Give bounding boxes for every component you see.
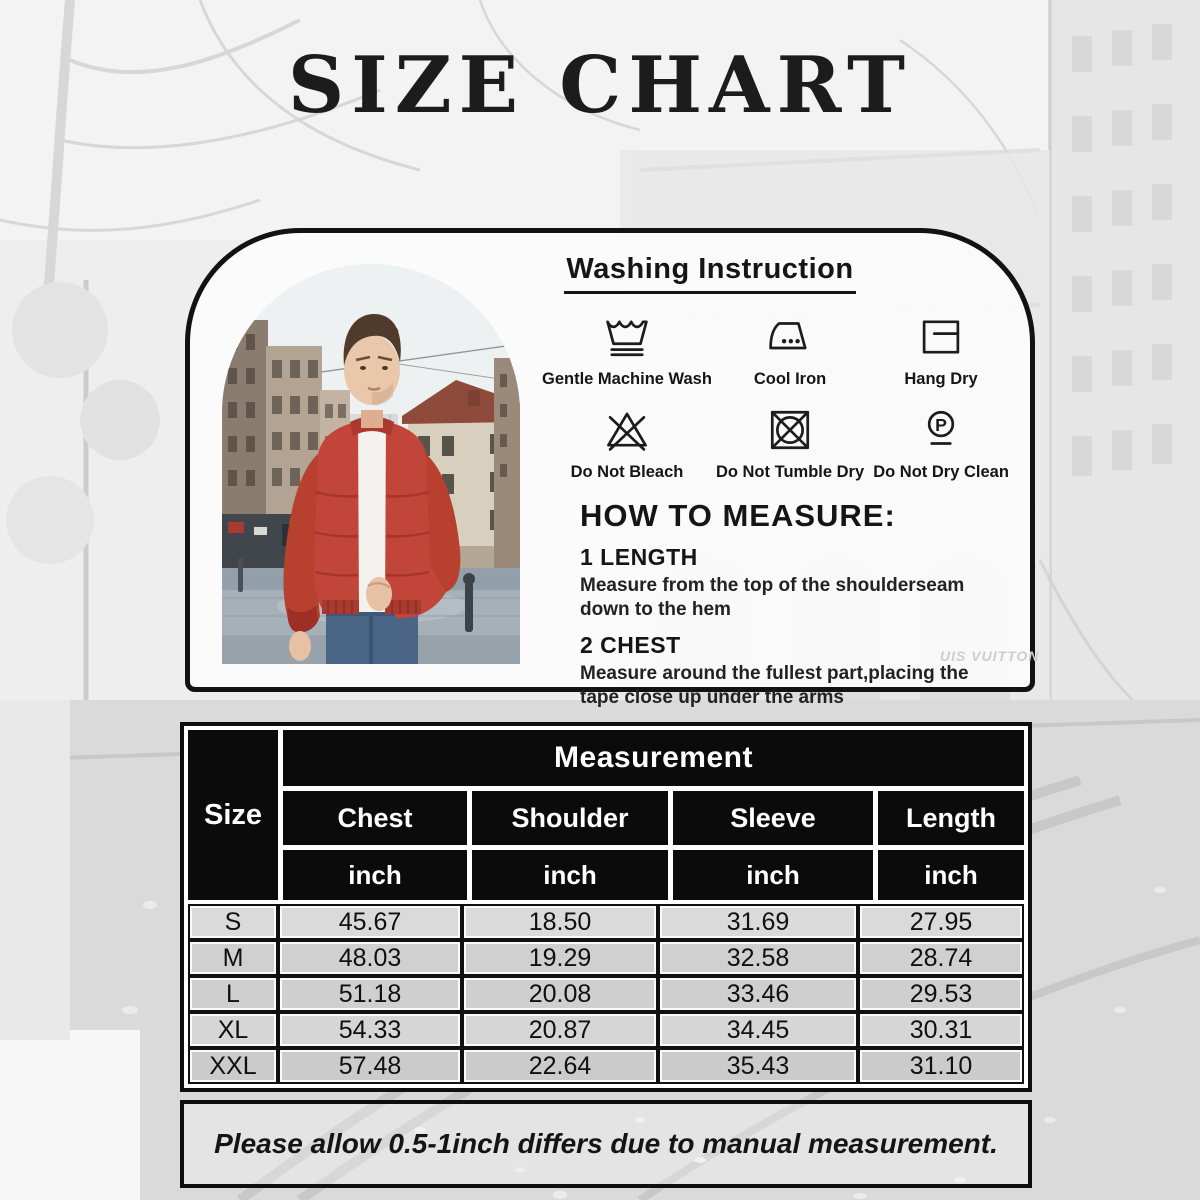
- table-row: [188, 976, 1024, 1012]
- washing-item-label: Do Not Bleach: [570, 463, 684, 481]
- washing-item-no-tumble-dry: [716, 403, 864, 482]
- size-chart-table: [180, 722, 1032, 1092]
- header-shoulder: Shoulder: [472, 791, 668, 845]
- washing-item-label: Hang Dry: [904, 370, 978, 388]
- page-title: SIZE CHART: [287, 40, 913, 131]
- table-body: [184, 900, 1028, 1088]
- cell-sleeve: 35.43: [658, 1048, 858, 1084]
- unit-cell: inch: [673, 850, 873, 900]
- table-row: [188, 1012, 1024, 1048]
- cell-length: 29.53: [858, 976, 1024, 1012]
- no-tumble-dry-icon: [763, 403, 817, 457]
- info-right-column: [542, 253, 1014, 710]
- background-storefront-sign: UIS VUITTON: [940, 648, 1040, 664]
- table-row: [188, 904, 1024, 940]
- cell-shoulder: 20.87: [462, 1012, 658, 1048]
- washing-item-label: Do Not Dry Clean: [873, 463, 1009, 481]
- washing-item-hang-dry: [868, 310, 1014, 389]
- row-size-label: S: [188, 904, 278, 940]
- cell-chest: 54.33: [278, 1012, 462, 1048]
- row-size-label: L: [188, 976, 278, 1012]
- cell-chest: 48.03: [278, 940, 462, 976]
- cell-shoulder: 18.50: [462, 904, 658, 940]
- row-size-label: M: [188, 940, 278, 976]
- header-chest: Chest: [283, 791, 467, 845]
- header-size: Size: [188, 730, 278, 900]
- footer-note-box: [180, 1100, 1032, 1188]
- cell-sleeve: 33.46: [658, 976, 858, 1012]
- measure-step-heading: 2 CHEST: [580, 631, 681, 658]
- cell-length: 28.74: [858, 940, 1024, 976]
- cell-chest: 45.67: [278, 904, 462, 940]
- table-row: [188, 940, 1024, 976]
- table-row: [188, 1048, 1024, 1084]
- measure-step-chest: [580, 632, 1014, 710]
- cell-sleeve: 34.45: [658, 1012, 858, 1048]
- washing-instruction-heading: Washing Instruction: [564, 253, 855, 294]
- svg-text:P: P: [935, 414, 947, 435]
- row-size-label: XXL: [188, 1048, 278, 1084]
- cell-shoulder: 22.64: [462, 1048, 658, 1084]
- washing-item-label: Cool Iron: [753, 370, 827, 388]
- header-sleeve: Sleeve: [673, 791, 873, 845]
- washing-item-no-bleach: [542, 403, 712, 482]
- cell-length: 27.95: [858, 904, 1024, 940]
- washing-item-no-dry-clean: [868, 403, 1014, 482]
- measure-step-text: Measure around the fullest part,placing the tape close up under the arms: [580, 662, 969, 708]
- info-panel: [185, 228, 1035, 708]
- header-length: Length: [878, 791, 1024, 845]
- washing-item-label: Gentle Machine Wash: [542, 370, 712, 388]
- cell-shoulder: 20.08: [462, 976, 658, 1012]
- washing-item-label: Do Not Tumble Dry: [715, 463, 865, 481]
- footer-note-text: Please allow 0.5-1inch differs due to manual measurement.: [214, 1128, 998, 1159]
- cell-chest: 51.18: [278, 976, 462, 1012]
- iron-icon: [763, 310, 817, 364]
- cell-shoulder: 19.29: [462, 940, 658, 976]
- machine-wash-icon: [600, 310, 654, 364]
- measure-step-length: [580, 544, 1014, 622]
- cell-chest: 57.48: [278, 1048, 462, 1084]
- measure-step-heading: 1 LENGTH: [580, 544, 698, 570]
- cell-length: 30.31: [858, 1012, 1024, 1048]
- model-photo: [222, 264, 520, 664]
- washing-item-cool-iron: [716, 310, 864, 389]
- washing-icons-grid: [542, 310, 1014, 482]
- how-to-measure-section: [542, 498, 1014, 710]
- cell-sleeve: 32.58: [658, 940, 858, 976]
- unit-cell: inch: [878, 850, 1024, 900]
- cell-sleeve: 31.69: [658, 904, 858, 940]
- unit-cell: inch: [472, 850, 668, 900]
- no-bleach-icon: [600, 403, 654, 457]
- header-measurement: Measurement: [283, 730, 1024, 786]
- how-to-measure-heading: HOW TO MEASURE:: [580, 498, 896, 533]
- washing-item-machine-wash: [542, 310, 712, 389]
- measure-step-text: Measure from the top of the shoulderseam down to the hem: [580, 575, 965, 620]
- row-size-label: XL: [188, 1012, 278, 1048]
- cell-length: 31.10: [858, 1048, 1024, 1084]
- table-header: [184, 726, 1028, 900]
- unit-cell: inch: [283, 850, 467, 900]
- no-dry-clean-icon: [914, 403, 968, 457]
- hang-dry-icon: [914, 310, 968, 364]
